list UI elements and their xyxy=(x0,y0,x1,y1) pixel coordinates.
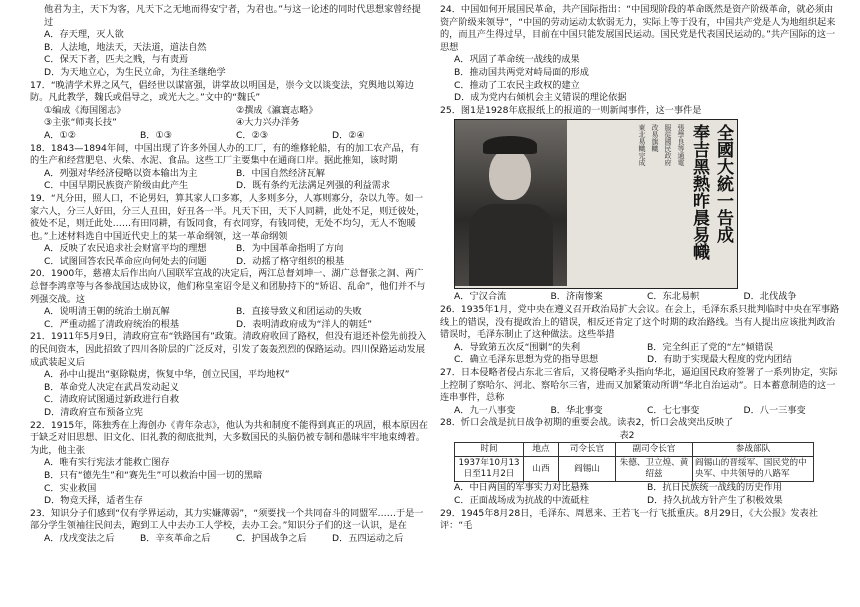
question-21 xyxy=(30,331,428,419)
question-25 xyxy=(440,105,840,304)
question-29 xyxy=(440,508,840,533)
question-text: 24．中国如何开展国民革命，共产国际指出：“中国现阶段的革命既然是资产阶级革命，就必须由资产阶级来领导”，“中国的劳动运动太软弱无力，实际上等于没有，中国共产党是人为地组织起来的，而且产生得过早，目前在中国只能发展国民运动。国民党是代表国民运动的。”共产国际的这一思想 xyxy=(440,4,836,53)
news-headline: 全國大統一告成 xyxy=(713,124,733,244)
option[interactable]: B．济南惨案 xyxy=(550,291,603,303)
item: ②撰成《瀛寰志略》 xyxy=(236,104,318,116)
question-text: 他君为主，天下为客，凡天下之无地而得安宁者，为君也。”与这一论述的同时代思想家曾经提过 xyxy=(44,4,421,28)
option-row xyxy=(440,405,840,418)
option[interactable]: D．成为党内右倾机会主义错误的理论依据 xyxy=(454,92,627,104)
option[interactable]: C．七七事变 xyxy=(647,404,700,416)
option[interactable]: B．①③ xyxy=(140,129,172,141)
option[interactable]: C．试图回答农民革命应向何处去的问题 xyxy=(44,255,207,267)
question-text: 29．1945年8月28日，毛泽东、周恩来、王若飞一行飞抵重庆。8月29日，《大公报》发表社评：“毛 xyxy=(440,507,818,532)
option[interactable]: C．正面战场成为抗战的中流砥柱 xyxy=(454,495,590,507)
table-cell: 朱德、卫立煌、黄绍兹 xyxy=(616,457,693,482)
option[interactable]: B．中国自然经济瓦解 xyxy=(236,167,325,179)
option[interactable]: C．护国战争之后 xyxy=(236,532,307,544)
question-text: 17．“晚清学术界之风气，倡经世以谋富强，讲掌故以明国是，崇今文以谈变法，究舆地以筹边防。凡此教学，魏氏或倡导之，或光大之。”文中的“魏氏” xyxy=(30,79,414,104)
question-22 xyxy=(30,420,428,508)
option[interactable]: B．完全纠正了党的“左”倾错误 xyxy=(647,341,774,353)
question-text: 25．图1是1928年底报纸上的报道的一则新闻事件，这一事件是 xyxy=(440,104,702,116)
question-17 xyxy=(30,80,428,143)
question-text: 26．1935年1月，党中央在遵义召开政治局扩大会议。在会上，毛泽东系只批判临时中央在军事路线上的错误，没有提政治上的错误，相反还肯定了这个时期的政治路线。当有人提出应该批判政治错误时，毛泽东制止了这种做法。这些举措 xyxy=(440,303,840,341)
option[interactable]: D．物竞天择，适者生存 xyxy=(44,495,143,507)
option[interactable]: B．直接导致义和团运动的失败 xyxy=(236,306,362,318)
question-text: 21．1911年5月9日，清政府宣布“铁路国有”政策。清政府收回了路权，但没有退还补偿先前投入的民间资本，因此招致了四川各阶层的广泛反对，引发了轰轰烈烈的保路运动。四川保路运动发展成武装起义后 xyxy=(30,331,427,368)
option[interactable]: A．唯有实行宪法才能救亡图存 xyxy=(44,457,170,469)
option[interactable]: A．九一八事变 xyxy=(454,404,516,416)
table-header: 副司令长官 xyxy=(616,443,693,457)
option[interactable]: D．持久抗战方针产生了积极效果 xyxy=(647,495,783,507)
table-header-row xyxy=(455,443,814,457)
item: ④大力兴办洋务 xyxy=(236,117,300,129)
news-body-text: 張學良等通電 xyxy=(677,124,685,167)
option[interactable]: B．华北事变 xyxy=(550,404,603,416)
question-text: 28．忻口会战是抗日战争初期的重要会战。读表2，忻口会战突出反映了 xyxy=(440,417,734,429)
option[interactable]: A．宁汉合流 xyxy=(454,291,507,303)
option[interactable]: B．抗日民族统一战线的历史作用 xyxy=(647,482,782,494)
table-header: 司令长官 xyxy=(559,443,616,457)
option[interactable]: B．革命党人决定在武昌发动起义 xyxy=(44,381,179,393)
option[interactable]: D．有助于实现最大程度的党内团结 xyxy=(647,354,792,366)
item-list xyxy=(30,105,428,130)
option[interactable]: D．北伐战争 xyxy=(743,291,797,303)
option[interactable]: A．中日两国的军事实力对比悬殊 xyxy=(454,482,589,494)
option[interactable]: D．清政府宣布预备立宪 xyxy=(44,407,143,418)
option[interactable]: A．①② xyxy=(44,129,76,141)
option[interactable]: C．严重动摇了清政府统治的根基 xyxy=(44,318,180,330)
news-body-text: 服從國民政府 xyxy=(664,124,672,167)
option[interactable]: D．既有条约无法满足列强的利益需求 xyxy=(236,180,391,192)
table-cell: 阎锡山的晋绥军、国民党的中央军、中共领导的八路军 xyxy=(693,457,814,482)
table-header: 地点 xyxy=(524,443,559,457)
option[interactable]: B．辛亥革命之后 xyxy=(140,532,211,544)
option[interactable]: C．②③ xyxy=(236,129,269,141)
option[interactable]: D．为天地立心，为生民立命，为往圣继绝学 xyxy=(44,66,226,78)
option[interactable]: A．巩固了革命统一战线的成果 xyxy=(454,54,580,66)
option[interactable]: C．推动了工农民主政权的建立 xyxy=(454,79,580,91)
option[interactable]: D．表明清政府成为“洋人的朝廷” xyxy=(236,318,373,330)
option-row xyxy=(440,482,840,507)
table-caption: 表2 xyxy=(619,429,635,441)
option-row xyxy=(440,291,840,304)
item: ①编成《海国图志》 xyxy=(44,104,126,116)
option[interactable]: A．列强对华经济侵略以资本输出为主 xyxy=(44,167,198,179)
option[interactable]: B．推动国共两党对峙局面的形成 xyxy=(454,66,589,78)
question-text: 23．知识分子们感到“仅有学界运动，其力实嫌薄弱”，“须要找一个共同奋斗的同盟军……于是一部分学生领袖往民间去，跑到工人中去办工人学校，去办工会。”知识分子们的这一认识，是在 xyxy=(30,507,424,532)
table-row xyxy=(455,457,814,482)
option[interactable]: B．人法地，地法天，天法道，道法自然 xyxy=(44,41,207,53)
question-text: 22．1915年，陈独秀在上海创办《青年杂志》，他认为共和制度不能得到真正的巩固，根本原因在于缺乏对旧思想、旧文化、旧礼教的彻底批判，大多数国民的头脑仍被专制和愚昧牢牢地束缚着。为此，他主张 xyxy=(30,419,428,456)
option[interactable]: A．说明清王朝的统治土崩瓦解 xyxy=(44,306,170,318)
left-column xyxy=(30,4,428,546)
option-row xyxy=(30,130,428,143)
option[interactable]: D．五四运动之后 xyxy=(332,532,404,544)
option-row xyxy=(30,306,428,331)
table-header: 时间 xyxy=(455,443,524,457)
option[interactable]: A．导致第五次反“围剿”的失利 xyxy=(454,341,581,353)
question-28 xyxy=(440,417,840,507)
item: ③主张“师夷长技” xyxy=(44,117,117,129)
question-text: 19．“凡分田，照人口，不论男妇，算其家人口多寡，人多则多分，人寡则寡分，杂以九等。如一家六人，分三人好田，分三人丑田，好丑各一半。凡天下田，天下人同耕，此处不足，则迁彼处，彼处不足，则迁此处……有田同耕，有饭同食，有衣同穿，有钱同使，无处不均匀，无人不饱暖也。”上述材料选自中国近代史上的某一革命纲领，这一革命纲领 xyxy=(30,192,426,242)
news-headline: 奉吉黑熱昨晨易幟 xyxy=(689,124,709,261)
question-26 xyxy=(440,304,840,367)
option[interactable]: A．反映了农民追求社会财富平均的理想 xyxy=(44,243,207,255)
option[interactable]: C．清政府试图通过新政进行自救 xyxy=(44,394,180,406)
portrait-photo xyxy=(455,120,567,286)
question-18 xyxy=(30,143,428,193)
news-text-area xyxy=(567,120,737,288)
option-row xyxy=(440,342,840,367)
option[interactable]: B．为中国革命指明了方向 xyxy=(236,243,344,255)
option-row xyxy=(30,243,428,268)
battle-table xyxy=(454,442,814,482)
option[interactable]: A．戊戌变法之后 xyxy=(44,532,115,544)
option[interactable]: C．保天下者，匹夫之贱，与有责焉 xyxy=(44,54,189,66)
right-column xyxy=(440,4,840,533)
option[interactable]: B．只有“德先生”和“赛先生”可以救治中国一切的黑暗 xyxy=(44,469,263,481)
table-cell: 阎锡山 xyxy=(559,457,616,482)
option[interactable]: C．确立毛泽东思想为党的指导思想 xyxy=(454,354,599,366)
table-cell: 1937年10月13日至11月2日 xyxy=(455,457,524,482)
news-body-text: 改易旗幟 xyxy=(651,124,659,153)
option[interactable]: C．实业救国 xyxy=(44,482,97,494)
table-cell: 山西 xyxy=(524,457,559,482)
question-20 xyxy=(30,268,428,331)
question-16 xyxy=(30,4,428,80)
option[interactable]: C．中国早期民族资产阶级由此产生 xyxy=(44,180,189,192)
option[interactable]: A．存天理，灭人欲 xyxy=(44,29,124,41)
newspaper-clipping-image xyxy=(454,119,738,289)
option[interactable]: D．②④ xyxy=(332,129,365,141)
option[interactable]: D．动摇了格守组织的根基 xyxy=(236,255,345,267)
question-27 xyxy=(440,367,840,417)
option-row xyxy=(30,533,428,546)
question-23 xyxy=(30,508,428,546)
question-24 xyxy=(440,4,840,105)
option[interactable]: C．东北易帜 xyxy=(647,291,700,303)
option[interactable]: A．孙中山提出“驱除鞑虏，恢复中华，创立民国，平均地权” xyxy=(44,369,290,381)
question-text: 20．1900年，慈禧太后作出向八国联军宣战的决定后，两江总督刘坤一、湖广总督张之洞、两广总督李鸿章等与各参战国达成协议，他们称皇室诏令是义和团胁持下的“矫诏、乱命”，他们并不与列强交战。这 xyxy=(30,268,426,305)
question-text: 27．日本侵略者侵占东北三省后，又将侵略矛头指向华北，逼迫国民政府签署了一系列协定，实际上控制了察哈尔、河北、察哈尔三省，进而又加紧策动所谓“华北自治运动”。日本蓄意制造的这一连串事件，总称 xyxy=(440,366,838,404)
option-row xyxy=(30,168,428,193)
news-body-text: 東北易幟完成 xyxy=(638,124,646,167)
question-text: 18．1843—1894年间，中国出现了许多外国人办的工厂，有的维修轮船，有的加工农产品，有的生产和经营肥皂、火柴、水泥、食品。这些工厂主要集中在通商口岸。据此推知，该时期 xyxy=(30,142,420,167)
question-19 xyxy=(30,193,428,269)
option[interactable]: D．八一三事变 xyxy=(743,404,806,416)
table-header: 参战部队 xyxy=(693,443,814,457)
